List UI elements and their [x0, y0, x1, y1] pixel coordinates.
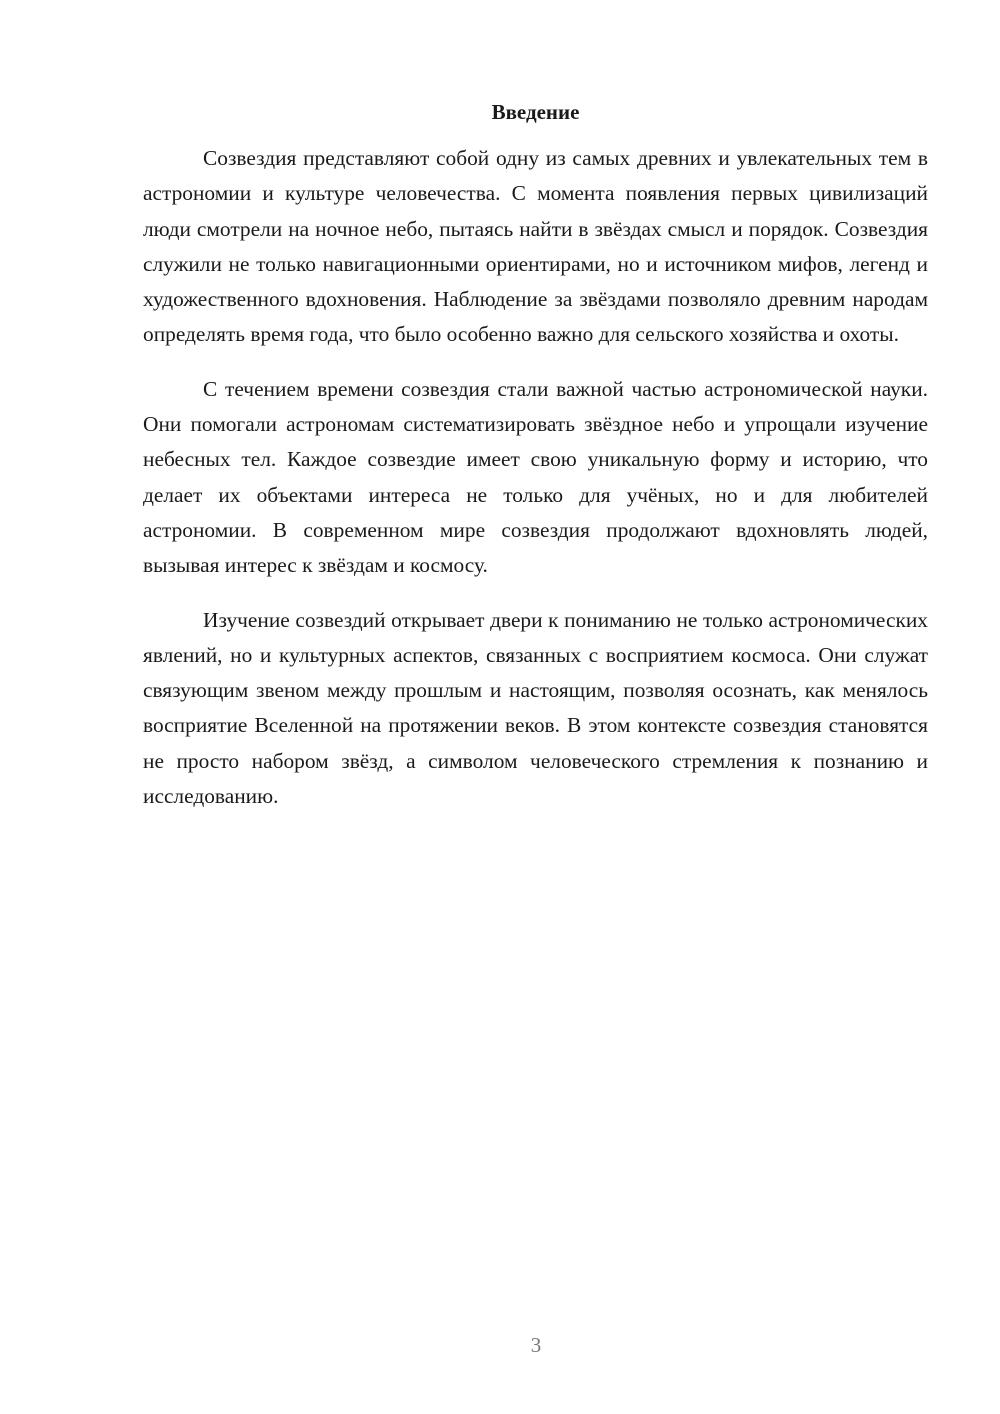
paragraph-1: Созвездия представляют собой одну из самых древних и увлекательных тем в астрономии и культуре человечества. С момента появления первых цивилизаций люди смотрели на ночное небо, пытаясь найти в звёздах смысл и порядок. Созвездия служили не только навигационными ориентирами, но и источником мифов, легенд и художественного вдохновения. Наблюдение за звёздами позволяло древним народам определять время года, что было особенно важно для сельского хозяйства и охоты.	[143, 146, 928, 347]
paragraph-3: Изучение созвездий открывает двери к пониманию не только астрономических явлений, но и культурных аспектов, связанных с восприятием космоса. Они служат связующим звеном между прошлым и настоящим, позволяя осознать, как менялось восприятие Вселенной на протяжении веков. В этом контексте созвездия становятся не просто набором звёзд, а символом человеческого стремления к познанию и исследованию.	[143, 607, 928, 809]
paragraph-2: С течением времени созвездия стали важной частью астрономической науки. Они помогали астрономам систематизировать звёздное небо и упрощали изучение небесных тел. Каждое созвездие имеет свою уникальную форму и историю, что делает их объектами интереса не только для учёных, но и для любителей астрономии. В современном мире созвездия продолжают вдохновлять людей, вызывая интерес к звёздам и космосу.	[143, 376, 928, 578]
section-title: Введение	[491, 100, 580, 124]
page-content	[143, 96, 928, 833]
page-number: 3	[530, 1333, 542, 1357]
